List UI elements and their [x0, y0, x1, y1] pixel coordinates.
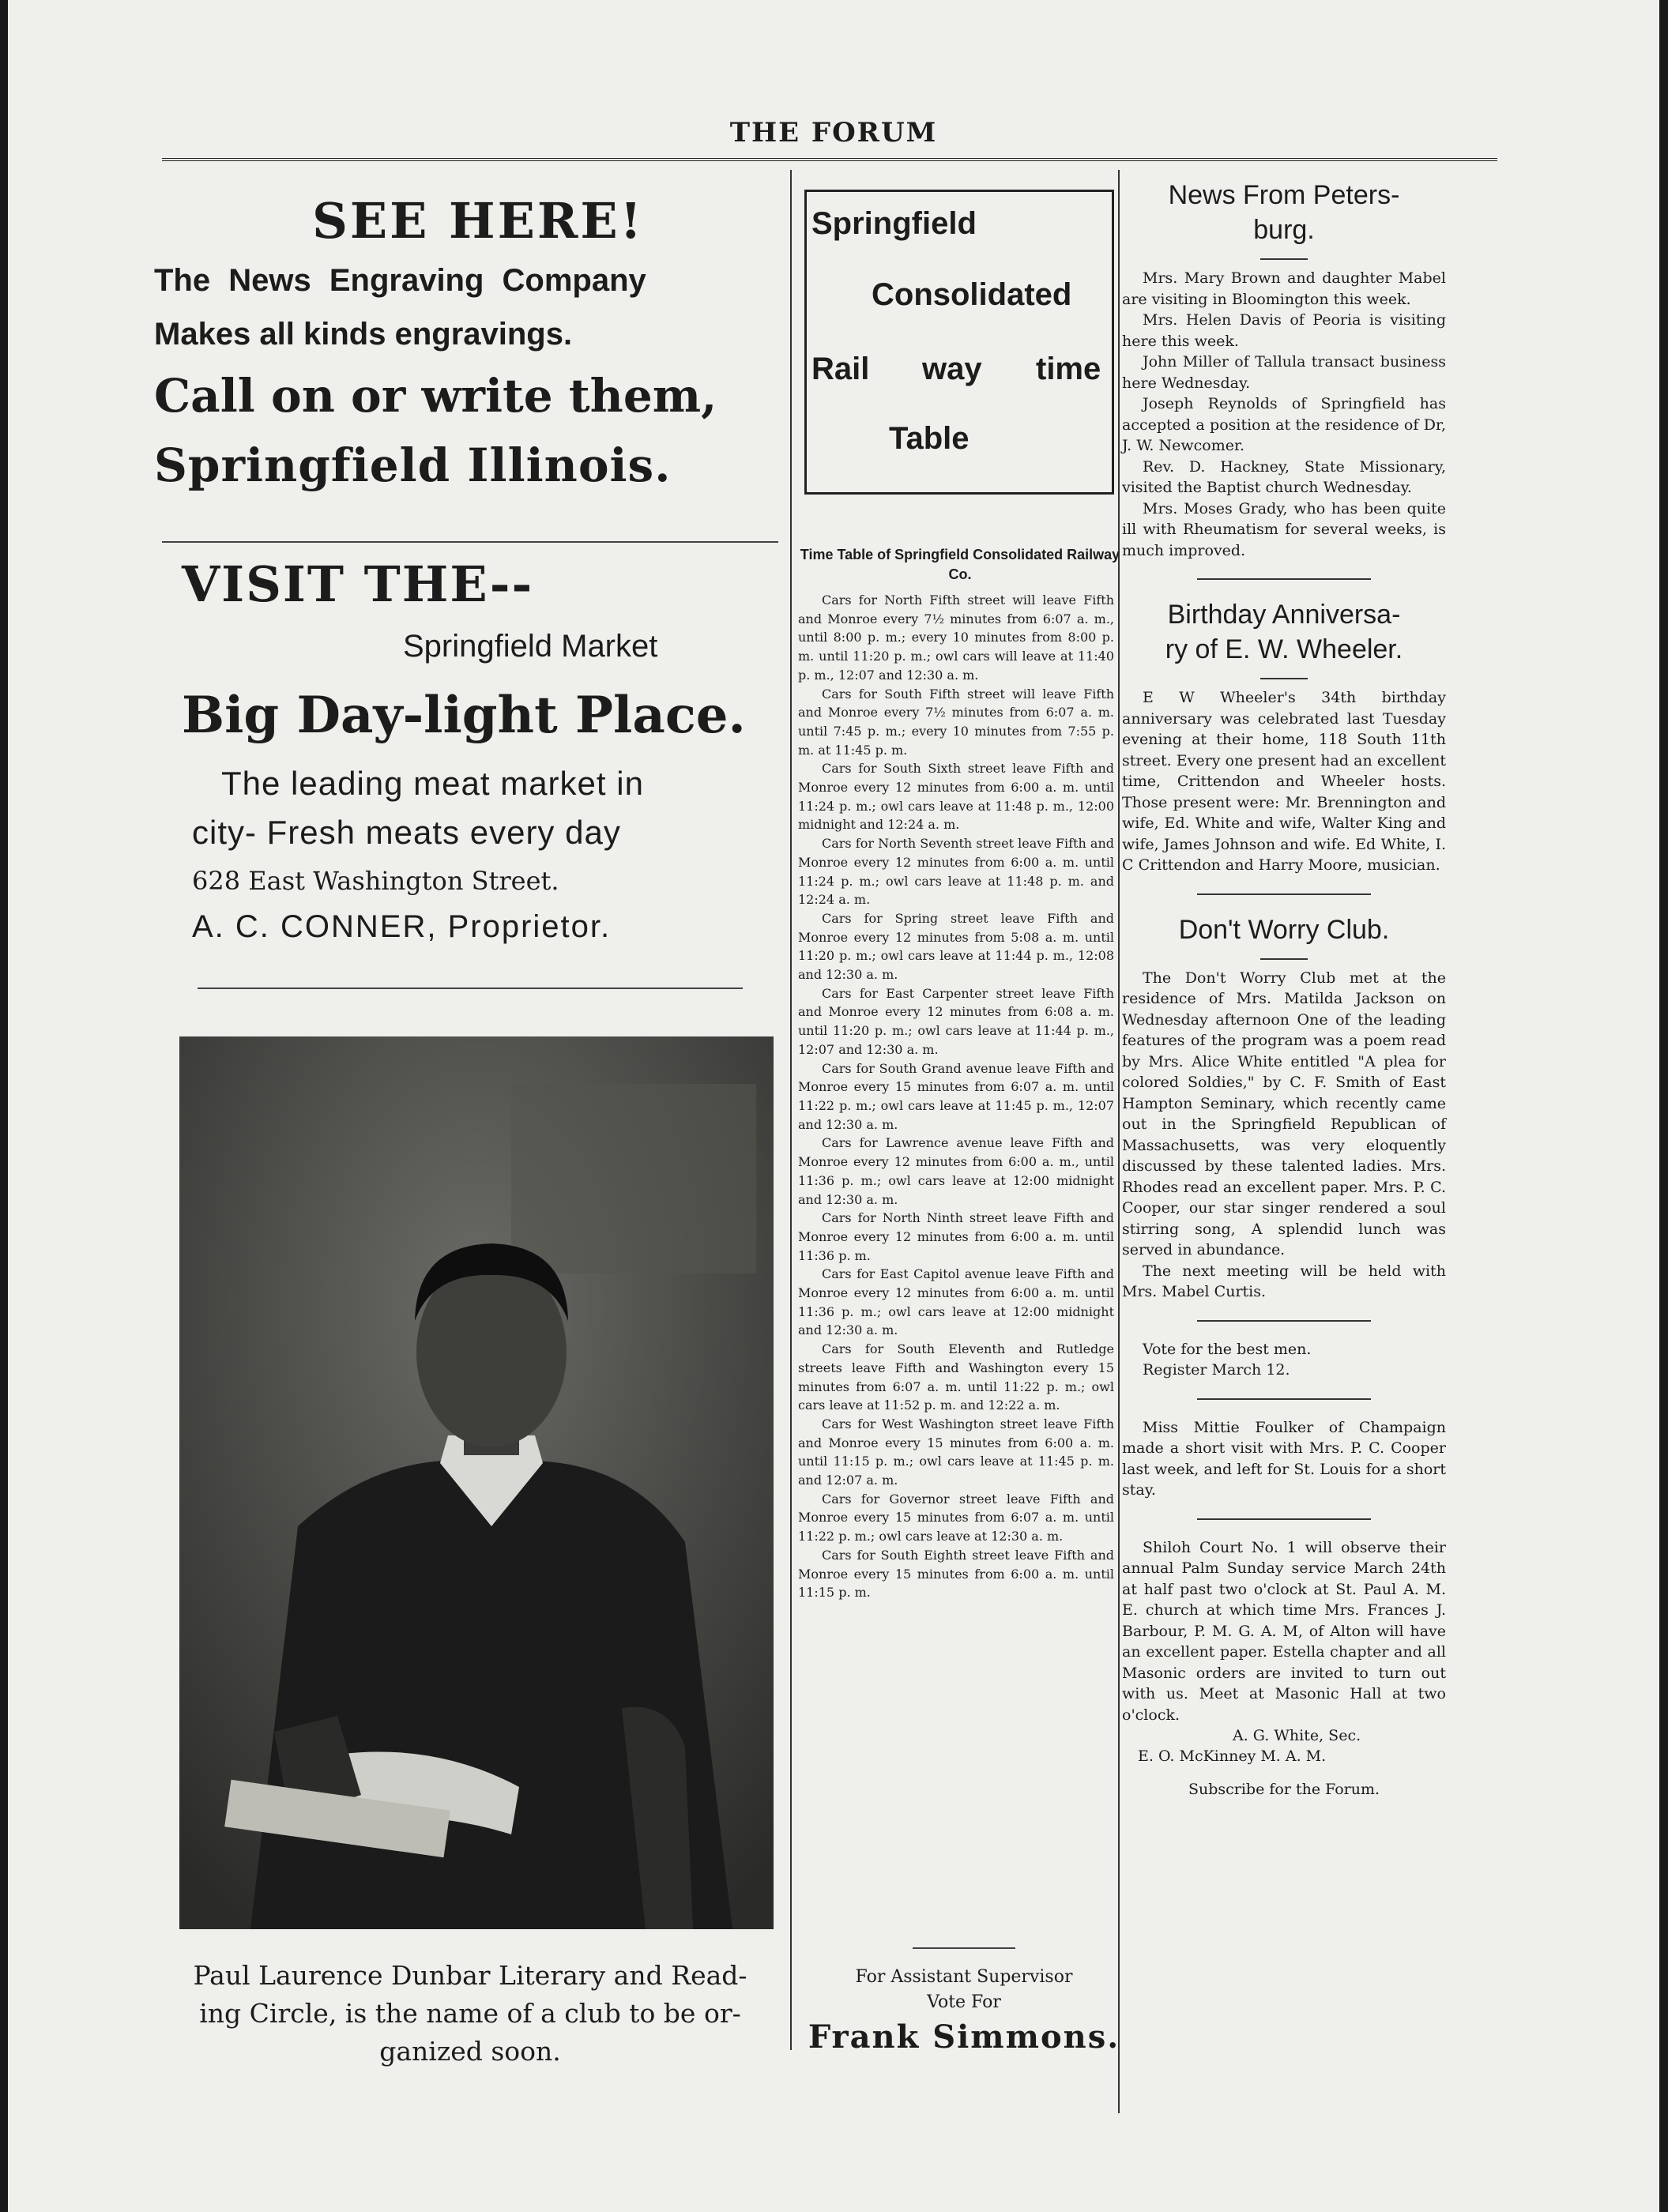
- article-text: The Don't Worry Club met at the residence of Mrs. Matilda Jackson on Wednesday afternoon One of the leading features of the program was a poem read by Mrs. Alice White entitled "A plea for colored Soldies," by C. F. Smith of East Hampton Seminary, which recently came out in the Springfield Republican of Massachusetts, was very eloquently discussed by these talented ladies. Mrs. Rhodes read an excellent paper. Mrs. P. C. Cooper, our star singer rendered a soul stirring song, A splendid lunch was served in abundance.: [1122, 969, 1446, 1258]
- timetable-entry: Cars for South Grand avenue leave Fifth and Monroe every 15 minutes from 6:07 a. m. until 11:22 p. m.; owl cars leave at 11:45 p. m., 12:07 and 12:30 a. m.: [798, 1060, 1114, 1132]
- timetable-body: [798, 591, 1114, 1602]
- timetable-heading: Time Table of Springfield Consolidated Railway Co.: [800, 547, 1120, 582]
- heading-line: Birthday Anniversa-: [1167, 600, 1401, 630]
- dont-worry-article: [1122, 968, 1446, 1303]
- caption-line: ganized soon.: [379, 2036, 561, 2067]
- news-item: Rev. D. Hackney, State Missionary, visited the Baptist church Wednesday.: [1122, 457, 1446, 496]
- vote-ad-line: Vote For: [927, 1992, 1001, 2012]
- news-item: Joseph Reynolds of Springfield has accepted a position at the residence of Dr, J. W. Newcomer.: [1122, 395, 1446, 454]
- market-ad-subtitle: Springfield Market: [403, 629, 658, 664]
- dont-worry-heading: Don't Worry Club.: [1178, 914, 1390, 945]
- news-item: Mrs. Moses Grady, who has been quite ill with Rheumatism for several weeks, is much improved.: [1122, 499, 1446, 559]
- portrait-illustration: [179, 1036, 774, 1929]
- timetable-ad-word: way: [922, 352, 982, 386]
- timetable-entry: Cars for East Carpenter street leave Fifth and Monroe every 12 minutes from 6:08 a. m. until 11:20 p. m.; owl cars leave at 11:44 p. m., 12:07 and 12:30 a. m.: [798, 985, 1114, 1057]
- newspaper-page: [8, 0, 1659, 2212]
- article-text: Shiloh Court No. 1 will observe their annual Palm Sunday service March 24th at half past two o'clock at St. Paul A. M. E. church at which time Mrs. Frances J. Barbour, P. M. G. A. M, of Alton will have an excellent paper. Estella chapter and all Masonic orders are invited to turn out with us. Meet at Masonic Hall at two o'clock.: [1122, 1538, 1446, 1724]
- timetable-ad-line: Springfield: [811, 206, 977, 241]
- market-ad-address: 628 East Washington Street.: [192, 866, 559, 896]
- engraving-ad: [154, 190, 786, 499]
- engraving-ad-line: Call on or write them,: [154, 369, 717, 423]
- signature-line: E. O. McKinney M. A. M.: [1138, 1747, 1327, 1765]
- signature-line: A. G. White, Sec.: [1233, 1727, 1361, 1744]
- market-ad-line: city- Fresh meats every day: [192, 814, 621, 851]
- vote-note: [1122, 1339, 1446, 1381]
- engraving-ad-line: Makes all kinds engravings.: [154, 317, 573, 352]
- engraving-ad-line: Springfield Illinois.: [154, 438, 672, 492]
- market-ad-line: The leading meat market in: [221, 765, 644, 802]
- timetable-entry: Cars for Lawrence avenue leave Fifth and Monroe every 12 minutes from 6:00 a. m., until 11:36 p. m.; owl cars leave at 12:00 midnight and 12:30 a. m.: [798, 1135, 1114, 1207]
- timetable-entry: Cars for West Washington street leave Fifth and Monroe every 15 minutes from 6:00 a. m. until 11:15 p. m.; owl cars leave at 11:45 p. m. and 12:07 a. m.: [798, 1416, 1114, 1488]
- timetable-entry: Cars for North Seventh street leave Fifth and Monroe every 12 minutes from 6:00 a. m. until 11:24 p. m.; owl cars leave at 11:48 p. m. and 12:24 a. m.: [798, 836, 1114, 908]
- timetable-entry: Cars for South Eighth street leave Fifth and Monroe every 15 minutes from 6:00 a. m. until 11:15 p. m.: [798, 1547, 1114, 1601]
- divider: [1197, 1398, 1371, 1400]
- note-line: Vote for the best men.: [1143, 1340, 1312, 1358]
- engraving-ad-title: SEE HERE!: [312, 192, 644, 250]
- divider: [1197, 1320, 1371, 1322]
- timetable-ad-line: Table: [889, 421, 970, 456]
- timetable-ad-line: Consolidated: [872, 277, 1072, 312]
- masthead-rule: [162, 158, 1497, 161]
- timetable-entry: Cars for North Fifth street will leave Fifth and Monroe every 7½ minutes from 6:07 a. m., until 8:00 p. m.; every 10 minutes from 8:00 p. m. until 11:20 p. m.; owl cars will leave at 11:40 p. m., 12:07 and 12:30 a. m.: [798, 592, 1114, 683]
- heading-line: burg.: [1253, 215, 1315, 245]
- birthday-article: [1122, 687, 1446, 876]
- divider: [1260, 258, 1308, 260]
- divider: [1197, 893, 1371, 895]
- divider: [162, 541, 778, 543]
- vote-ad-line: For Assistant Supervisor: [855, 1967, 1073, 1987]
- column-divider: [1118, 170, 1120, 2113]
- divider: [1260, 678, 1308, 679]
- engraving-ad-line: The News Engraving Company: [154, 263, 646, 298]
- timetable-ad-word: Rail: [811, 352, 870, 386]
- market-ad-proprietor: A. C. CONNER, Proprietor.: [192, 909, 612, 944]
- divider: [1260, 958, 1308, 960]
- article-text: The next meeting will be held with Mrs. Mabel Curtis.: [1122, 1262, 1446, 1300]
- timetable-ad-word: time: [1036, 352, 1101, 386]
- petersburg-news: [1122, 268, 1446, 561]
- vote-ad-candidate: Frank Simmons.: [808, 2018, 1120, 2056]
- petersburg-heading: [1122, 178, 1446, 247]
- note-line: Register March 12.: [1143, 1361, 1290, 1379]
- heading-line: ry of E. W. Wheeler.: [1165, 634, 1403, 664]
- column-divider: [790, 170, 792, 2050]
- market-ad-title: VISIT THE--: [182, 555, 534, 613]
- news-item: Mrs. Mary Brown and daughter Mabel are visiting in Bloomington this week.: [1122, 269, 1446, 308]
- birthday-heading: [1122, 597, 1446, 667]
- timetable-ad-box: [804, 190, 1114, 495]
- divider: [913, 1947, 1015, 1949]
- subscribe-note: Subscribe for the Forum.: [1188, 1781, 1380, 1798]
- timetable-entry: Cars for Spring street leave Fifth and Monroe every 12 minutes from 5:08 a. m. until 11:20 p. m.; owl cars leave at 11:44 p. m., 12:08 and 12:30 a. m.: [798, 910, 1114, 983]
- caption-line: Paul Laurence Dunbar Literary and Read-: [193, 1960, 747, 1991]
- timetable-entry: Cars for South Sixth street leave Fifth and Monroe every 12 minutes from 6:00 a. m. until 11:24 p. m.; owl cars leave at 11:48 p. m., 12:00 midnight and 12:24 a. m.: [798, 761, 1114, 833]
- supervisor-vote-ad: [798, 1947, 1130, 2060]
- heading-line: News From Peters-: [1168, 180, 1400, 210]
- divider: [198, 988, 743, 989]
- photo-caption: [154, 1957, 786, 2071]
- article-text: E W Wheeler's 34th birthday anniversary was celebrated last Tuesday evening at their home, 118 South 11th street. Every one present had an excellent time, Crittendon and Wheeler hosts. Those present were: Mr. Brennington and wife, Ed. White and wife, Walter King and wife, James Johnson and wife. Ed White, I. C Crittendon and Harry Moore, musician.: [1122, 689, 1446, 874]
- article-text: Miss Mittie Foulker of Champaign made a short visit with Mrs. P. C. Cooper last week, and left for St. Louis for a short stay.: [1122, 1418, 1446, 1499]
- timetable-entry: Cars for North Ninth street leave Fifth and Monroe every 12 minutes from 6:00 a. m. until 11:36 p. m.: [798, 1210, 1114, 1263]
- portrait-photo: [179, 1036, 774, 1929]
- market-ad-headline: Big Day-light Place.: [182, 686, 746, 745]
- caption-line: ing Circle, is the name of a club to be or-: [199, 1998, 741, 2029]
- divider: [1197, 1518, 1371, 1520]
- foulker-note: [1122, 1417, 1446, 1501]
- shiloh-notice: [1122, 1537, 1446, 1726]
- column-right: [1122, 170, 1446, 1798]
- market-ad: [154, 549, 786, 949]
- divider: [1197, 578, 1371, 580]
- timetable-entry: Cars for South Fifth street will leave Fifth and Monroe every 7½ minutes from 6:07 a. m. until 7:45 p. m.; every 10 minutes from 7:55 p. m. at 11:45 p. m.: [798, 686, 1114, 758]
- news-item: John Miller of Tallula transact business here Wednesday.: [1122, 353, 1446, 392]
- timetable-entry: Cars for East Capitol avenue leave Fifth and Monroe every 12 minutes from 6:00 a. m. until 11:36 p. m.; owl cars leave at 12:00 midnight and 12:30 a. m.: [798, 1266, 1114, 1338]
- news-item: Mrs. Helen Davis of Peoria is visiting here this week.: [1122, 311, 1446, 350]
- timetable-entry: Cars for Governor street leave Fifth and Monroe every 15 minutes from 6:07 a. m. until 11:22 p. m.; owl cars leave at 12:30 a. m.: [798, 1491, 1114, 1544]
- timetable-entry: Cars for South Eleventh and Rutledge streets leave Fifth and Washington every 15 minutes from 6:07 a. m. until 11:22 p. m.; owl cars leave at 11:52 p. m. and 12:22 a. m.: [798, 1341, 1114, 1413]
- masthead: THE FORUM: [729, 117, 938, 149]
